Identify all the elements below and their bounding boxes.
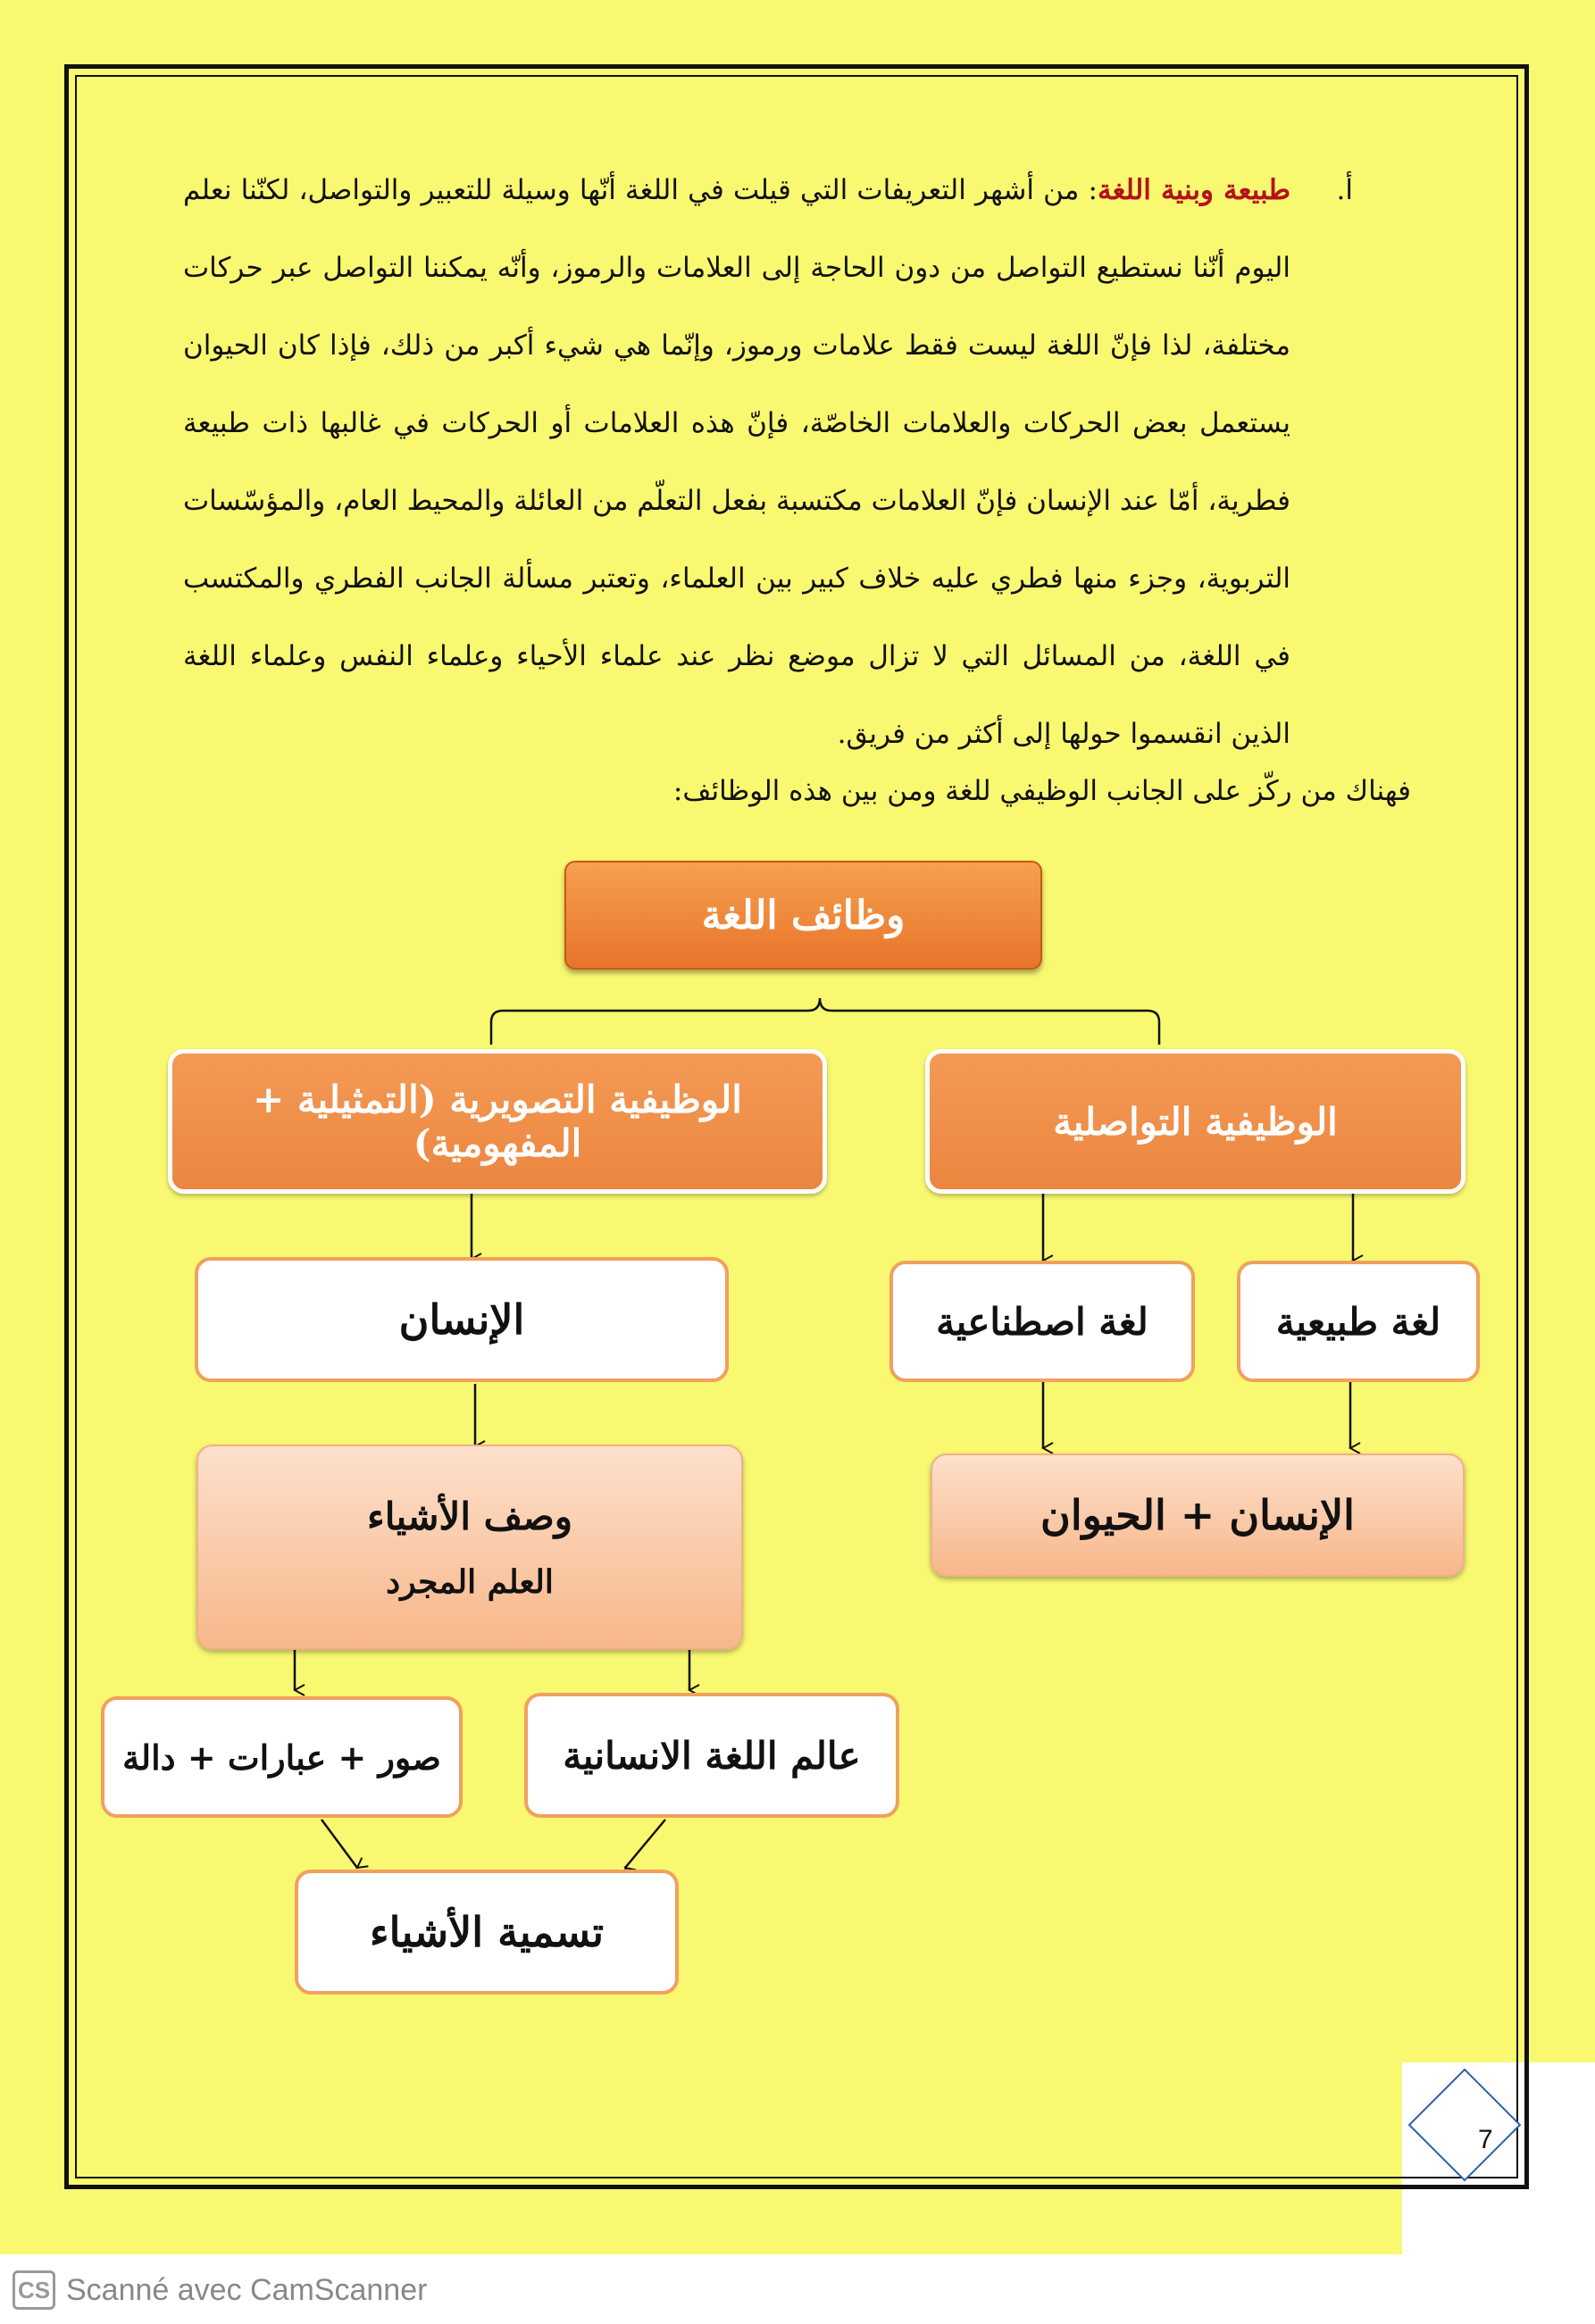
images-phrases-box: صور + عبارات + دالة	[101, 1696, 463, 1818]
scanner-footer-text: Scanné avec CamScanner	[66, 2272, 428, 2307]
human-animal-box: الإنسان + الحيوان	[931, 1454, 1465, 1577]
scanner-footer	[13, 2268, 427, 2312]
representational-function-box: الوظيفية التصويرية (التمثيلية + المفهومية)	[168, 1049, 827, 1194]
paragraph-body: : من أشهر التعريفات التي قيلت في اللغة أنّها وسيلة للتعبير والتواصل، لكنّنا نعلم اليوم أنّنا نستطيع التواصل من دون الحاجة إلى العلامات والرموز، وأنّه يمكننا التواصل عبر حركات مختلفة، لذا فإنّ اللغة ليست فقط علامات ورموز، وإنّما هي شيء أكبر من ذلك، فإذا كان الحيوان يستعمل بعض الحركات والعلامات الخاصّة، فإنّ هذه العلامات أو الحركات في غالبها ذات طبيعة فطرية، أمّا عند الإنسان فإنّ العلامات مكتسبة بفعل التعلّم من العائلة والمحيط العام، والمؤسّسات التربوية، وجزء منها فطري عليه خلاف كبير بين العلماء، وتعتبر مسألة الجانب الفطري والمكتسب في اللغة، من المسائل التي لا تزال موضع نظر عند علماء الأحياء وعلماء النفس وعلماء اللغة الذين انقسموا حولها إلى أكثر من فريق.	[183, 174, 1290, 750]
communicative-function-box: الوظيفية التواصلية	[925, 1049, 1466, 1194]
abstract-science-label: العلم المجرد	[386, 1562, 554, 1601]
naming-things-box: تسمية الأشياء	[295, 1870, 679, 1995]
human-language-world-box: عالم اللغة الانسانية	[524, 1693, 899, 1818]
page-number: 7	[1478, 2125, 1493, 2154]
diagram-root-box: وظائف اللغة	[564, 861, 1042, 970]
root-bracket	[491, 998, 1159, 1045]
describe-things-box	[196, 1445, 743, 1650]
arrow-world-naming	[625, 1820, 665, 1868]
section-heading: طبيعة وبنية اللغة	[1097, 174, 1290, 206]
artificial-language-box: لغة اصطناعية	[889, 1261, 1195, 1382]
human-box: الإنسان	[195, 1257, 729, 1382]
natural-language-box: لغة طبيعية	[1237, 1261, 1480, 1382]
intro-sentence: فهناك من ركّز على الجانب الوظيفي للغة ومن بين هذه الوظائف:	[672, 775, 1411, 807]
paragraph-marker: أ.	[1336, 174, 1353, 206]
camscanner-logo: CS	[13, 2270, 55, 2310]
describe-things-label: وصف الأشياء	[366, 1494, 573, 1538]
page-number-frame	[1402, 2062, 1527, 2187]
arrow-images-naming	[322, 1820, 357, 1868]
